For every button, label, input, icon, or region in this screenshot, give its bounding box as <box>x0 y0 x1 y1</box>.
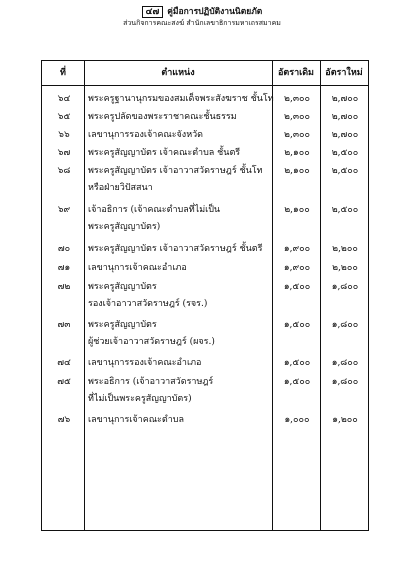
position-text: รองเจ้าอาวาสวัดราษฎร์ (รจร.) <box>88 299 208 309</box>
new-rate-value: ๒,๗๐๐ <box>331 130 359 140</box>
row-number: ๗๓ <box>57 320 71 330</box>
old-rate-value: ๑,๐๐๐ <box>284 415 310 425</box>
old-rate-value: ๑,๕๐๐ <box>283 282 311 292</box>
column-header-old-rate: อัตราเดิม <box>278 68 314 78</box>
position-text: เลขานุการเจ้าคณะตำบล <box>88 415 185 425</box>
position-text: พระครูสัญญาบัตร เจ้าอาวาสวัดราษฎร์ ชั้นโท <box>88 166 263 176</box>
position-text: เจ้าอธิการ (เจ้าคณะตำบลที่ไม่เป็น <box>88 205 221 215</box>
position-text: เลขานุการรองเจ้าคณะจังหวัด <box>88 130 204 140</box>
document-title: คู่มือการปฏิบัติงานนิตยภัต <box>167 7 263 17</box>
old-rate-value: ๒,๑๐๐ <box>284 205 310 215</box>
row-number: ๖๕ <box>57 112 71 122</box>
rates-table <box>41 60 369 531</box>
row-number: ๖๗ <box>57 148 71 158</box>
header-title-line <box>0 6 404 18</box>
position-text: พระครูสัญญาบัตร เจ้าอาวาสวัดราษฎร์ ชั้นตรี <box>88 244 263 254</box>
old-rate-value: ๒,๑๐๐ <box>284 148 310 158</box>
row-number: ๗๔ <box>57 358 71 368</box>
position-text: เลขานุการเจ้าคณะอำเภอ <box>88 263 187 273</box>
document-subtitle: ส่วนกิจการคณะสงฆ์ สำนักเลขาธิการมหาเถรสมาคม <box>123 19 281 27</box>
new-rate-value: ๑,๘๐๐ <box>331 282 359 292</box>
row-number: ๖๘ <box>57 166 71 176</box>
new-rate-value: ๑,๘๐๐ <box>331 320 359 330</box>
row-number: ๗๑ <box>57 263 71 273</box>
row-number: ๖๖ <box>58 130 70 140</box>
position-text: พระครูฐานานุกรมของสมเด็จพระสังฆราช ชั้นโท <box>88 94 274 104</box>
position-text: พระครูสัญญาบัตร <box>88 320 157 330</box>
position-text: พระครูสัญญาบัตร เจ้าคณะตำบล ชั้นตรี <box>88 148 241 158</box>
old-rate-value: ๑,๙๐๐ <box>283 244 311 254</box>
new-rate-value: ๒,๗๐๐ <box>331 112 359 122</box>
row-number: ๖๔ <box>57 94 71 104</box>
position-text: พระครูสัญญาบัตร) <box>88 222 161 232</box>
new-rate-value: ๑,๒๐๐ <box>332 415 358 425</box>
new-rate-value: ๒,๕๐๐ <box>331 148 359 158</box>
new-rate-value: ๑,๘๐๐ <box>331 358 359 368</box>
old-rate-value: ๒,๓๐๐ <box>284 130 310 140</box>
column-header-position: ตำแหน่ง <box>161 68 195 78</box>
new-rate-value: ๑,๘๐๐ <box>331 377 359 387</box>
new-rate-value: ๒,๗๐๐ <box>331 94 359 104</box>
old-rate-value: ๑,๕๐๐ <box>283 377 311 387</box>
position-text: เลขานุการรองเจ้าคณะอำเภอ <box>88 358 202 368</box>
position-text: ผู้ช่วยเจ้าอาวาสวัดราษฎร์ (ผจร.) <box>88 337 215 347</box>
position-text: พระอธิการ (เจ้าอาวาสวัดราษฎร์ <box>88 377 214 387</box>
page-number: ๔๗ <box>142 6 164 18</box>
page-header <box>0 6 404 29</box>
old-rate-value: ๒,๑๐๐ <box>284 166 310 176</box>
old-rate-value: ๑,๕๐๐ <box>283 358 311 368</box>
position-text: พระครูสัญญาบัตร <box>88 282 157 292</box>
old-rate-value: ๒,๓๐๐ <box>284 94 310 104</box>
row-number: ๗๕ <box>57 377 71 387</box>
column-divider <box>84 61 85 530</box>
row-number: ๗๐ <box>57 244 71 254</box>
column-header-no: ที่ <box>60 68 66 78</box>
new-rate-value: ๒,๕๐๐ <box>331 205 359 215</box>
position-text: ที่ไม่เป็นพระครูสัญญาบัตร) <box>88 394 192 404</box>
row-number: ๖๙ <box>57 205 71 215</box>
row-number: ๗๖ <box>57 415 71 425</box>
position-text: พระครูปลัดของพระราชาคณะชั้นธรรม <box>88 112 237 122</box>
row-number: ๗๒ <box>57 282 71 292</box>
position-text: หรือฝ่ายวิปัสสนา <box>88 183 153 193</box>
column-divider <box>320 61 321 530</box>
old-rate-value: ๒,๓๐๐ <box>284 112 310 122</box>
old-rate-value: ๑,๙๐๐ <box>283 263 311 273</box>
column-header-new-rate: อัตราใหม่ <box>325 68 363 78</box>
new-rate-value: ๒,๒๐๐ <box>332 263 358 273</box>
old-rate-value: ๑,๕๐๐ <box>283 320 311 330</box>
header-divider <box>42 85 368 86</box>
new-rate-value: ๒,๒๐๐ <box>332 244 358 254</box>
new-rate-value: ๒,๕๐๐ <box>331 166 359 176</box>
